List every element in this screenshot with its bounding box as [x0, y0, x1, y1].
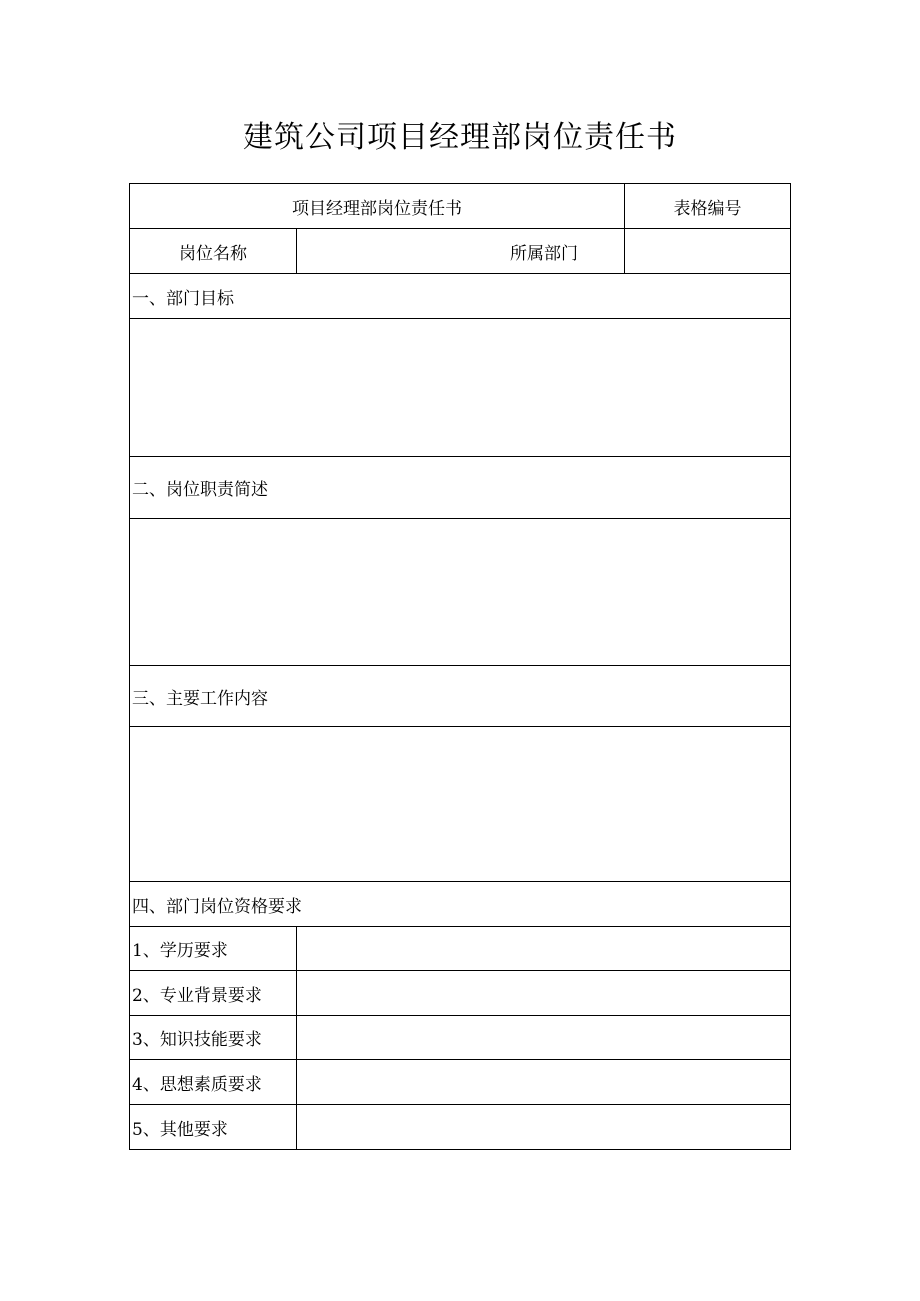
section-content-goals[interactable] — [130, 319, 791, 457]
requirement-label-background: 2、专业背景要求 — [130, 971, 297, 1016]
section-heading-goals: 一、部门目标 — [130, 274, 791, 319]
form-header-row — [130, 184, 791, 229]
requirement-value-education[interactable] — [297, 927, 791, 971]
requirement-label-character: 4、思想素质要求 — [130, 1060, 297, 1105]
section-heading-qualifications: 四、部门岗位资格要求 — [130, 882, 791, 927]
requirement-row — [130, 1105, 791, 1150]
form-name-cell: 项目经理部岗位责任书 — [130, 184, 625, 229]
requirement-row — [130, 927, 791, 971]
requirement-value-other[interactable] — [297, 1105, 791, 1150]
section-heading-row — [130, 882, 791, 927]
position-name-label: 岗位名称 — [130, 229, 297, 274]
section-heading-row — [130, 457, 791, 519]
requirement-value-background[interactable] — [297, 971, 791, 1016]
section-content-row — [130, 319, 791, 457]
requirement-label-education: 1、学历要求 — [130, 927, 297, 971]
requirement-label-other: 5、其他要求 — [130, 1105, 297, 1150]
requirement-value-character[interactable] — [297, 1060, 791, 1105]
requirement-row — [130, 1060, 791, 1105]
section-heading-row — [130, 666, 791, 727]
requirement-row — [130, 1016, 791, 1060]
section-heading-row — [130, 274, 791, 319]
requirement-label-skills: 3、知识技能要求 — [130, 1016, 297, 1060]
requirement-value-skills[interactable] — [297, 1016, 791, 1060]
section-content-row — [130, 727, 791, 882]
requirement-row — [130, 971, 791, 1016]
department-label: 所属部门 — [297, 229, 625, 274]
document-title: 建筑公司项目经理部岗位责任书 — [243, 120, 677, 155]
department-value-field[interactable] — [625, 229, 791, 274]
section-content-row — [130, 519, 791, 666]
position-row — [130, 229, 791, 274]
section-content-duties[interactable] — [130, 519, 791, 666]
form-number-label: 表格编号 — [625, 184, 791, 229]
responsibility-form — [129, 183, 791, 1150]
section-content-work[interactable] — [130, 727, 791, 882]
section-heading-work: 三、主要工作内容 — [130, 666, 791, 727]
section-heading-duties: 二、岗位职责简述 — [130, 457, 791, 519]
